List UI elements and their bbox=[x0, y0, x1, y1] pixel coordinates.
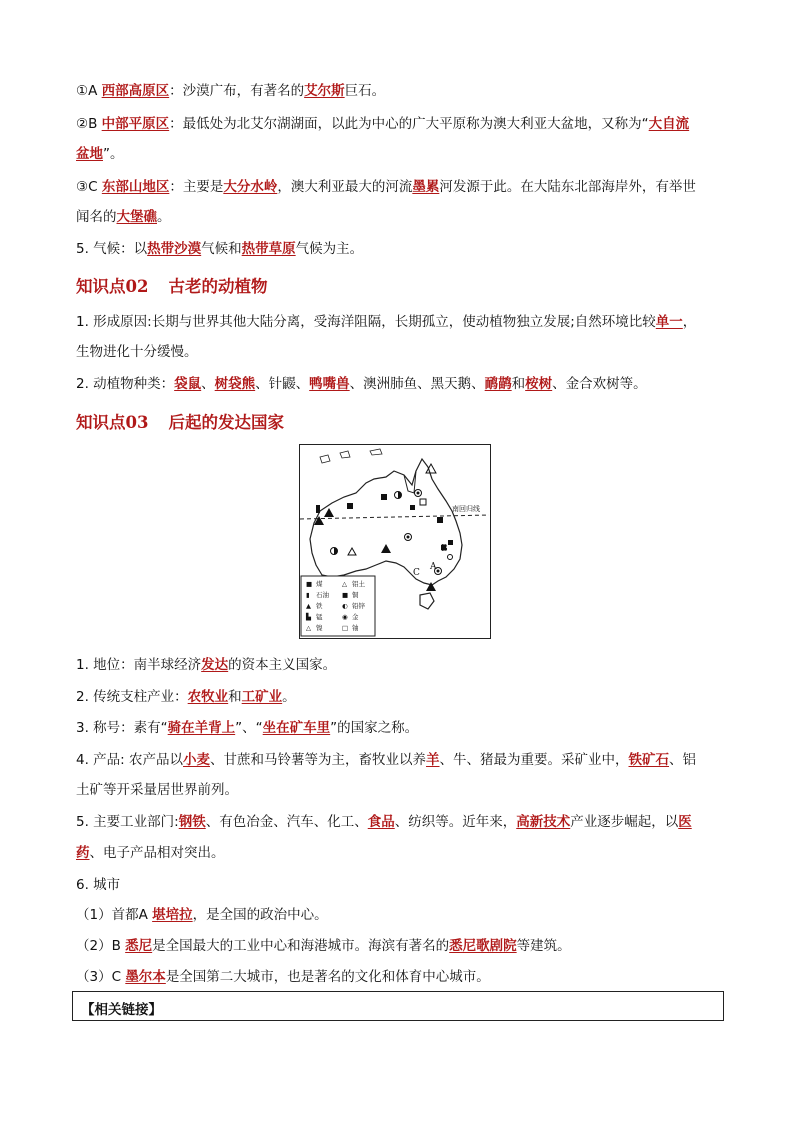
text: 、针鼹、 bbox=[255, 376, 310, 392]
text: 是全国第二大城市，也是著名的文化和体育中心城市。 bbox=[165, 969, 490, 985]
answer-text: 发达 bbox=[201, 657, 229, 673]
legend-label: 铜 bbox=[352, 591, 359, 599]
text: 、有色冶金、汽车、化工、 bbox=[205, 814, 368, 830]
legend-symbol: △ bbox=[342, 580, 347, 588]
answer-text: 艾尔斯 bbox=[304, 83, 345, 99]
answer-text: 钢铁 bbox=[178, 814, 206, 830]
answer-text: 堪培拉 bbox=[152, 907, 193, 923]
text: 、牛、猪最为重要。采矿业中， bbox=[439, 752, 629, 768]
legend-label: 煤 bbox=[316, 580, 323, 588]
answer-text: 药 bbox=[76, 845, 90, 861]
answer-text: 鸭嘴兽 bbox=[309, 376, 350, 392]
answer-text: 热带沙漠 bbox=[147, 241, 202, 257]
text: 5. 气候：以 bbox=[76, 241, 148, 257]
answer-text: 鸸鹋 bbox=[484, 376, 512, 392]
text: 气候和 bbox=[201, 241, 242, 257]
text: 闻名的 bbox=[76, 209, 117, 225]
answer-text: 东部山地区 bbox=[101, 179, 170, 195]
legend-label: 镍 bbox=[316, 624, 323, 632]
text: 3. 称号：素有“ bbox=[76, 720, 168, 736]
legend-label: 铝土 bbox=[352, 580, 365, 588]
text: 、 bbox=[201, 376, 215, 392]
tasmania-outline bbox=[420, 593, 434, 609]
text-line bbox=[76, 240, 722, 258]
related-links-box bbox=[72, 991, 724, 1021]
legend-label: 金 bbox=[352, 613, 359, 621]
text: 、金合欢树等。 bbox=[552, 376, 647, 392]
legend-symbol: ▲ bbox=[306, 602, 311, 610]
map-label-c: C bbox=[413, 568, 420, 578]
text: ”的国家之称。 bbox=[330, 720, 419, 736]
text: （1）首都A bbox=[76, 907, 153, 923]
text: 河发源于此。在大陆东北部海岸外，有举世 bbox=[439, 179, 696, 195]
text: ，是全国的政治中心。 bbox=[192, 907, 328, 923]
map-figure bbox=[300, 445, 489, 637]
text: 的资本主义国家。 bbox=[228, 657, 337, 673]
answer-text: 热带草原 bbox=[241, 241, 296, 257]
text-line bbox=[76, 844, 722, 862]
text: ”、“ bbox=[235, 720, 263, 736]
answer-text: 墨累 bbox=[412, 179, 440, 195]
text-line: 生物进化十分缓慢。 bbox=[76, 344, 198, 360]
text-line bbox=[76, 719, 722, 737]
text-line bbox=[76, 813, 722, 831]
text-line bbox=[76, 145, 722, 163]
legend-symbol: ■ bbox=[342, 591, 349, 599]
answer-text: 大自流 bbox=[648, 116, 690, 132]
text: 、铝 bbox=[669, 752, 697, 768]
text: 、甘蔗和马铃薯等为主，畜牧业以养 bbox=[210, 752, 427, 768]
text: 和 bbox=[228, 689, 242, 705]
answer-text: 西部高原区 bbox=[101, 83, 170, 99]
text: ：主要是 bbox=[169, 179, 224, 195]
map-label-b: B bbox=[441, 544, 448, 554]
text-line: 6. 城市 bbox=[76, 877, 121, 893]
tropic-label: 南回归线 bbox=[452, 505, 480, 513]
text: （2）B bbox=[76, 938, 126, 954]
answer-text: 大分水岭 bbox=[223, 179, 278, 195]
heading-number: 知识点03 bbox=[76, 413, 149, 432]
heading-title: 古老的动植物 bbox=[168, 277, 268, 296]
text: 2. 传统支柱产业： bbox=[76, 689, 188, 705]
text-line bbox=[76, 208, 722, 226]
text: 等建筑。 bbox=[516, 938, 571, 954]
text-line bbox=[76, 751, 722, 769]
text-line bbox=[76, 375, 722, 393]
text-line bbox=[76, 82, 722, 100]
answer-text: 铁矿石 bbox=[628, 752, 670, 768]
answer-text: 树袋熊 bbox=[214, 376, 256, 392]
text: ：沙漠广布，有著名的 bbox=[169, 83, 305, 99]
text-line bbox=[76, 115, 722, 133]
answer-text: 大堡礁 bbox=[116, 209, 157, 225]
legend-symbol: △ bbox=[306, 624, 311, 632]
map-label-a: A bbox=[430, 562, 437, 572]
text: 产业逐步崛起，以 bbox=[570, 814, 679, 830]
text: ， bbox=[682, 314, 697, 330]
answer-text: 单一 bbox=[655, 314, 683, 330]
text: 。 bbox=[282, 689, 296, 705]
text: 5. 主要工业部门: bbox=[76, 814, 179, 830]
text: 2. 动植物种类： bbox=[76, 376, 175, 392]
text-line bbox=[76, 656, 722, 674]
legend-symbol: ◐ bbox=[342, 602, 348, 610]
text: ②B bbox=[76, 116, 102, 132]
answer-text: 小麦 bbox=[183, 752, 211, 768]
text-line bbox=[76, 313, 722, 331]
legend-symbol: ▙ bbox=[306, 613, 311, 621]
text-line bbox=[76, 178, 722, 196]
legend-symbol: ■ bbox=[306, 580, 313, 588]
text: 巨石。 bbox=[344, 83, 386, 99]
text: 和 bbox=[511, 376, 526, 392]
text: （3）C bbox=[76, 969, 126, 985]
text-line bbox=[76, 906, 722, 924]
text: 气候为主。 bbox=[295, 241, 364, 257]
legend-symbol: ▮ bbox=[306, 591, 310, 599]
legend-label: 锰 bbox=[316, 613, 323, 621]
answer-text: 食品 bbox=[367, 814, 395, 830]
legend-symbol: ◉ bbox=[342, 613, 348, 621]
legend-symbol: □ bbox=[342, 624, 349, 632]
legend-label: 铅锌 bbox=[352, 602, 365, 610]
answer-text: 工矿业 bbox=[241, 689, 283, 705]
text: ：最低处为北艾尔湖湖面，以此为中心的广大平原称为澳大利亚大盆地，又称为“ bbox=[169, 116, 649, 132]
text-line bbox=[76, 937, 722, 955]
text: ，澳大利亚最大的河流 bbox=[277, 179, 413, 195]
legend-label: 铀 bbox=[352, 624, 359, 632]
text: 1. 形成原因:长期与世界其他大陆分离，受海洋阻隔，长期孤立，使动植物独立发展;自然环境比较 bbox=[76, 314, 656, 330]
answer-text: 袋鼠 bbox=[174, 376, 202, 392]
text-line bbox=[76, 688, 722, 706]
text: 、澳洲肺鱼、黑天鹅、 bbox=[349, 376, 485, 392]
text: 4. 产品: 农产品以 bbox=[76, 752, 184, 768]
answer-text: 悉尼歌剧院 bbox=[449, 938, 517, 954]
text: 1. 地位：南半球经济 bbox=[76, 657, 202, 673]
text-line bbox=[76, 968, 722, 986]
australia-resource-map bbox=[299, 444, 491, 639]
section-heading bbox=[76, 409, 284, 433]
related-links-label: 【相关链接】 bbox=[81, 1002, 162, 1018]
heading-title: 后起的发达国家 bbox=[168, 413, 284, 432]
answer-text: 羊 bbox=[426, 752, 440, 768]
section-heading bbox=[76, 273, 267, 297]
text: ①A bbox=[76, 83, 102, 99]
answer-text: 骑在羊背上 bbox=[167, 720, 236, 736]
answer-text: 桉树 bbox=[525, 376, 553, 392]
text: ”。 bbox=[103, 146, 124, 162]
text: 是全国最大的工业中心和海港城市。海滨有著名的 bbox=[152, 938, 450, 954]
heading-number: 知识点02 bbox=[76, 277, 149, 296]
text: ③C bbox=[76, 179, 102, 195]
legend-label: 石油 bbox=[316, 591, 329, 599]
answer-text: 盆地 bbox=[76, 146, 103, 162]
text: 、电子产品相对突出。 bbox=[89, 845, 225, 861]
legend-label: 铁 bbox=[316, 602, 323, 610]
answer-text: 悉尼 bbox=[125, 938, 153, 954]
text: 、纺织等。近年来， bbox=[394, 814, 517, 830]
text: 。 bbox=[157, 209, 171, 225]
answer-text: 中部平原区 bbox=[101, 116, 170, 132]
answer-text: 墨尔本 bbox=[125, 969, 166, 985]
answer-text: 医 bbox=[678, 814, 692, 830]
answer-text: 高新技术 bbox=[516, 814, 571, 830]
text-line: 土矿等开采量居世界前列。 bbox=[76, 782, 238, 798]
answer-text: 农牧业 bbox=[187, 689, 229, 705]
answer-text: 坐在矿车里 bbox=[262, 720, 331, 736]
